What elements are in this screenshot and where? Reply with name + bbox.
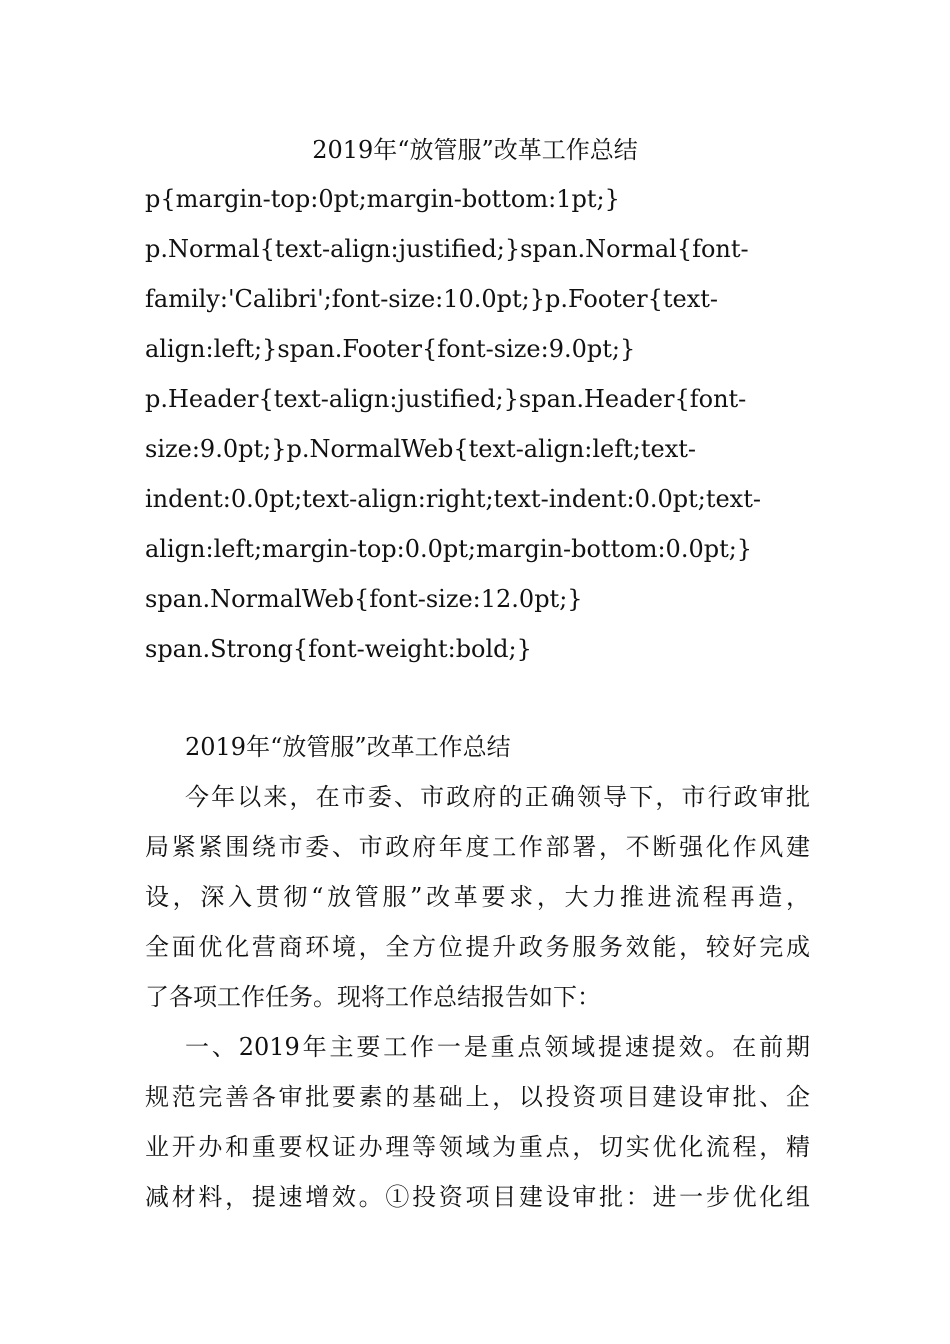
css-line: size:9.0pt;}p.NormalWeb{text-align:left;text- — [145, 435, 696, 463]
paragraph-line: 业开办和重要权证办理等领域为重点，切实优化流程，精 — [145, 1133, 810, 1161]
paragraph-line: 全面优化营商环境，全方位提升政务服务效能，较好完成 — [145, 933, 810, 961]
css-line: p{margin-top:0pt;margin-bottom:1pt;} — [145, 185, 620, 213]
paragraph-line: 了各项工作任务。现将工作总结报告如下： — [145, 983, 601, 1011]
css-text-block — [145, 174, 810, 674]
css-line: span.Strong{font-weight:bold;} — [145, 635, 532, 663]
body-text — [145, 722, 810, 1222]
css-line: p.Normal{text-align:justified;}span.Normal{font- — [145, 235, 749, 263]
document-title: 2019年“放管服”改革工作总结 — [312, 136, 638, 164]
css-line: indent:0.0pt;text-align:right;text-indent:0.0pt;text- — [145, 485, 761, 513]
css-line: align:left;}span.Footer{font-size:9.0pt;} — [145, 335, 636, 363]
paragraph-line: 减材料，提速增效。①投资项目建设审批：进一步优化组 — [145, 1183, 810, 1211]
css-line: span.NormalWeb{font-size:12.0pt;} — [145, 585, 583, 613]
paragraph-line: 局紧紧围绕市委、市政府年度工作部署，不断强化作风建 — [145, 833, 810, 861]
css-line: align:left;margin-top:0.0pt;margin-bottom:0.0pt;} — [145, 535, 753, 563]
paragraph-line: 规范完善各审批要素的基础上，以投资项目建设审批、企 — [145, 1083, 810, 1111]
paragraph-line: 一、2019年主要工作一是重点领域提速提效。在前期 — [185, 1033, 810, 1061]
paragraph-line: 今年以来，在市委、市政府的正确领导下，市行政审批 — [185, 783, 810, 811]
css-line: family:'Calibri';font-size:10.0pt;}p.Footer{text- — [145, 285, 718, 313]
paragraph-line: 设，深入贯彻“放管服”改革要求，大力推进流程再造， — [145, 883, 810, 911]
css-line: p.Header{text-align:justified;}span.Header{font- — [145, 385, 747, 413]
section-heading: 2019年“放管服”改革工作总结 — [185, 733, 511, 761]
